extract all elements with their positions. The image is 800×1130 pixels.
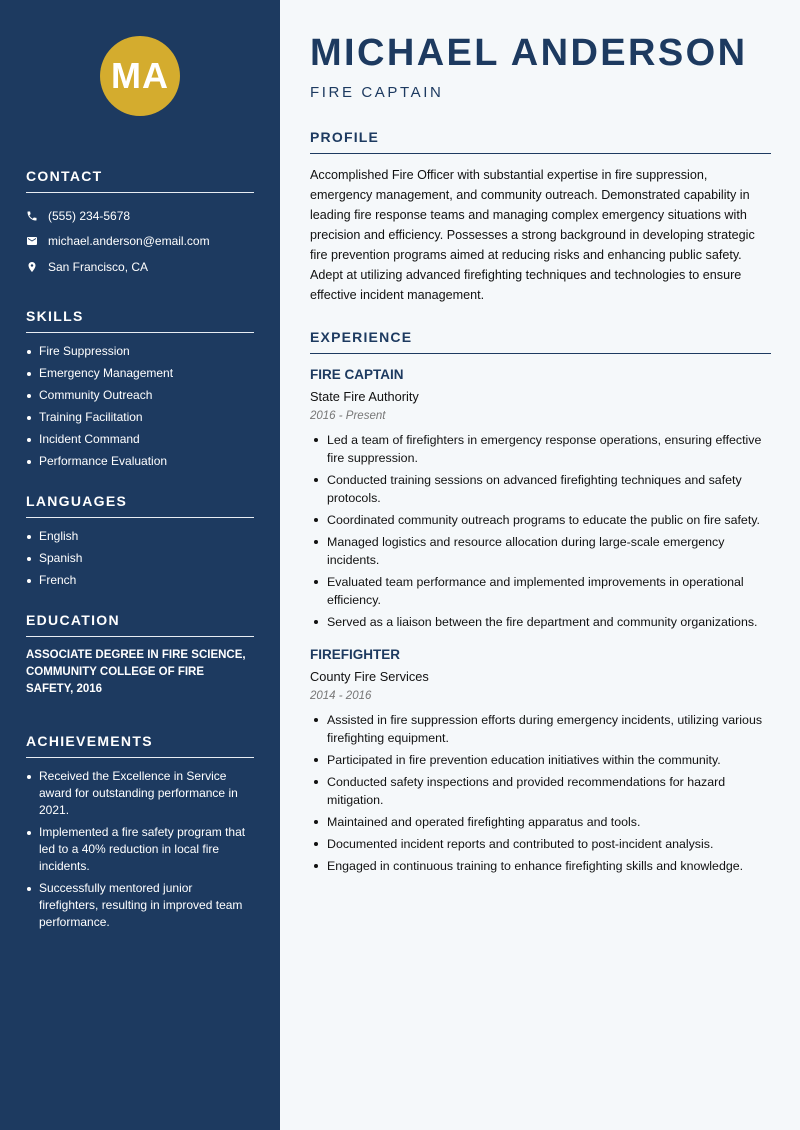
- avatar: [100, 36, 180, 116]
- skill-item: Incident Command: [26, 431, 254, 448]
- skills-section: [26, 308, 254, 470]
- job-bullet: Led a team of firefighters in emergency response operations, ensuring effective fire suppression.: [310, 431, 771, 467]
- main-content: [280, 0, 800, 1130]
- job-bullet: Documented incident reports and contributed to post-incident analysis.: [310, 835, 771, 853]
- job-bullet: Coordinated community outreach programs to educate the public on fire safety.: [310, 511, 771, 529]
- skills-heading: SKILLS: [26, 308, 254, 333]
- job-bullet: Assisted in fire suppression efforts during emergency incidents, utilizing various firefighting equipment.: [310, 711, 771, 747]
- job-bullets: [310, 711, 771, 875]
- job-bullet: Conducted training sessions on advanced firefighting techniques and safety protocols.: [310, 471, 771, 507]
- contact-heading: CONTACT: [26, 168, 254, 193]
- languages-list: [26, 528, 254, 589]
- job-dates: 2014 - 2016: [310, 690, 372, 702]
- contact-phone: [26, 203, 254, 229]
- job-entry: [310, 367, 771, 631]
- skill-item: Emergency Management: [26, 365, 254, 382]
- email-icon: [26, 235, 48, 247]
- skill-item: Fire Suppression: [26, 343, 254, 360]
- job-bullets: [310, 431, 771, 631]
- achievement-item: Implemented a fire safety program that led to a 40% reduction in local fire incidents.: [26, 824, 254, 875]
- skill-item: Community Outreach: [26, 387, 254, 404]
- job-company: State Fire Authority: [310, 389, 419, 404]
- skills-list: [26, 343, 254, 470]
- job-company: County Fire Services: [310, 669, 429, 684]
- sidebar: [0, 0, 280, 1130]
- languages-heading: LANGUAGES: [26, 493, 254, 518]
- job-title: FIREFIGHTER: [310, 647, 400, 662]
- job-dates: 2016 - Present: [310, 410, 386, 422]
- job-bullet: Engaged in continuous training to enhance firefighting skills and knowledge.: [310, 857, 771, 875]
- languages-section: [26, 493, 254, 589]
- education-entry: ASSOCIATE DEGREE IN FIRE SCIENCE, COMMUNITY COLLEGE OF FIRE SAFETY, 2016: [26, 648, 246, 695]
- language-item: Spanish: [26, 550, 254, 567]
- job-bullet: Managed logistics and resource allocation during large-scale emergency incidents.: [310, 533, 771, 569]
- job-title: FIRE CAPTAIN: [310, 367, 404, 382]
- achievements-list: [26, 768, 254, 931]
- email-link[interactable]: michael.anderson@email.com: [48, 234, 210, 249]
- profile-text: Accomplished Fire Officer with substantial expertise in fire suppression, emergency management, and community outreach. Demonstrated capability in leading fire response teams and managing complex emergency situations with precision and efficiency. Possesses a strong background in developing strategic fire prevention programs aimed at reducing risks and enhancing public safety. Adept at utilizing advanced firefighting techniques and technologies to ensure effective incident management.: [310, 168, 755, 302]
- job-bullet: Served as a liaison between the fire department and community organizations.: [310, 613, 771, 631]
- education-section: [26, 612, 254, 698]
- language-item: English: [26, 528, 254, 545]
- achievements-heading: ACHIEVEMENTS: [26, 733, 254, 758]
- job-entry: [310, 647, 771, 875]
- job-bullet: Participated in fire prevention education initiatives within the community.: [310, 751, 771, 769]
- profile-section: [310, 129, 771, 305]
- contact-email: [26, 229, 254, 255]
- education-heading: EDUCATION: [26, 612, 254, 637]
- phone-icon: [26, 210, 48, 222]
- location-pin-icon: [26, 261, 48, 273]
- achievement-item: Successfully mentored junior firefighters, resulting in improved team performance.: [26, 880, 254, 931]
- contact-location: [26, 254, 254, 280]
- profile-heading: PROFILE: [310, 129, 771, 154]
- phone-link[interactable]: (555) 234-5678: [48, 208, 131, 223]
- contact-section: [26, 168, 254, 280]
- achievement-item: Received the Excellence in Service award for outstanding performance in 2021.: [26, 768, 254, 819]
- language-item: French: [26, 572, 254, 589]
- experience-heading: EXPERIENCE: [310, 329, 771, 354]
- job-bullet: Evaluated team performance and implemented improvements in operational efficiency.: [310, 573, 771, 609]
- avatar-initials: MA: [111, 55, 169, 96]
- skill-item: Performance Evaluation: [26, 453, 254, 470]
- skill-item: Training Facilitation: [26, 409, 254, 426]
- candidate-role: FIRE CAPTAIN: [310, 84, 444, 101]
- job-bullet: Maintained and operated firefighting apparatus and tools.: [310, 813, 771, 831]
- experience-section: [310, 329, 771, 875]
- location-text: San Francisco, CA: [48, 259, 149, 274]
- job-bullet: Conducted safety inspections and provided recommendations for hazard mitigation.: [310, 773, 771, 809]
- contact-list: [26, 203, 254, 280]
- achievements-section: [26, 733, 254, 931]
- candidate-name: MICHAEL ANDERSON: [310, 32, 748, 74]
